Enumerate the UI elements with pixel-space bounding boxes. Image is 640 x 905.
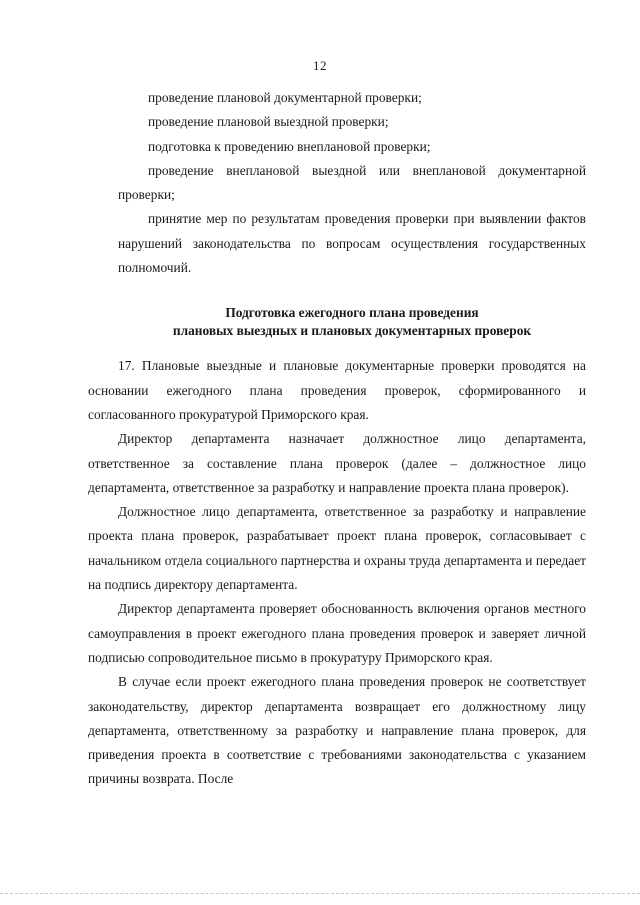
section-heading-line: плановых выездных и плановых документарных проверок — [172, 323, 532, 339]
section-heading — [118, 304, 586, 340]
page-number: 12 — [313, 58, 327, 73]
list-item: подготовка к проведению внеплановой проверки; — [148, 138, 431, 154]
list-item: проведение плановой выездной проверки; — [148, 114, 389, 130]
list-item: проведение плановой документарной проверки; — [148, 90, 422, 105]
page-bottom-rule — [0, 893, 640, 895]
list-item: принятие мер по результатам проведения проверки при выявлении фактов нарушений законодательства по вопросам осуществления государственных полномочий. — [118, 211, 586, 276]
paragraph: Директор департамента проверяет обоснованность включения органов местного самоуправления в проект ежегодного плана проведения проверок и заверяет личной подписью сопроводительное письмо в прокуратуру Приморского края. — [88, 601, 586, 665]
section-body — [88, 354, 586, 791]
paragraph: В случае если проект ежегодного плана проведения проверок не соответствует законодательству, директор департамента возвращает его должностному лицу департамента, ответственному за разработку и направление плана проверок, для приведения проекта в соответствие с требованиями законодательства с указанием причины возврата. После — [88, 674, 586, 787]
paragraph: Должностное лицо департамента, ответственное за разработку и направление проекта плана проверок, разрабатывает проект плана проверок, согласовывает с начальником отдела социального партнерства и охраны труда департамента и передает на подпись директору департамента. — [88, 504, 586, 593]
paragraph: Директор департамента назначает должностное лицо департамента, ответственное за составление плана проверок (далее – должностное лицо департамента, ответственное за разработку и направление проекта плана проверок). — [88, 431, 586, 495]
procedure-list — [118, 86, 586, 280]
paragraph: 17. Плановые выездные и плановые документарные проверки проводятся на основании ежегодного плана проведения проверок, сформированного и согласованного прокуратурой Приморского края. — [88, 358, 586, 422]
section-heading-line: Подготовка ежегодного плана проведения — [225, 305, 479, 321]
list-item: проведение внеплановой выездной или внеплановой документарной проверки; — [118, 162, 586, 203]
document-body — [88, 86, 586, 792]
